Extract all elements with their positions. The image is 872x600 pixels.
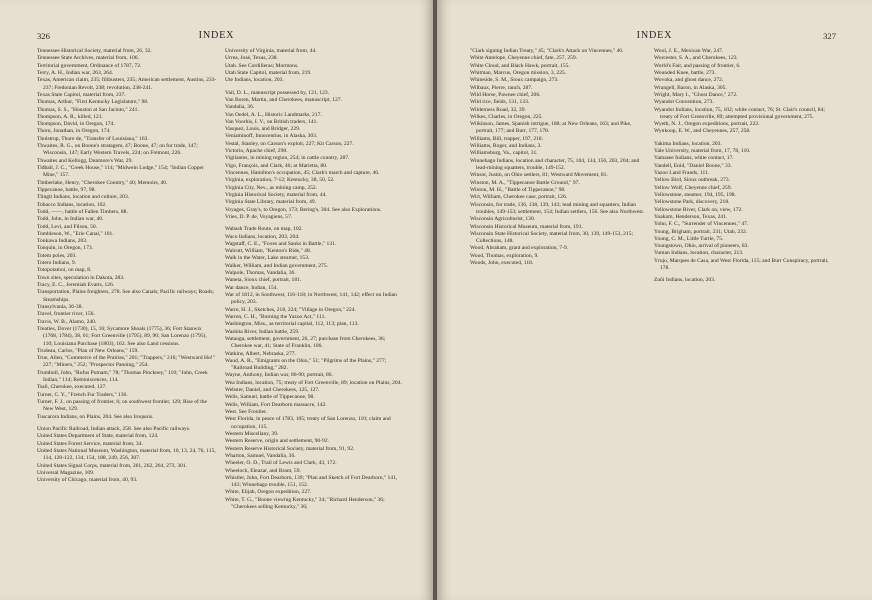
index-entry: Wisconsin Agriculturist, 130. [470,216,536,223]
index-entry: Tobacco Indians, location, 102. [37,201,107,208]
index-entry: Voyages, Gray's, to Oregon, 173; Bering's, 304. See also Explorations. [225,206,382,213]
index-entry: Yellowstone, steamer, 194, 195, 198. [654,191,736,198]
index-entry: Turner, F. J., on passing of frontier, 6; on southwest frontier, 129; Rise of the New West, 129. [37,399,208,413]
index-entry: University of Virginia, material from, 44. [225,48,317,54]
index-entry: Whitman, Marcus, Oregon mission, 3, 225. [470,69,567,76]
index-entry: Wilderness Road, 32, 39. [470,106,526,113]
index-entry: Territorial government, Ordinance of 1787, 72. [37,62,142,69]
index-entry: Walpole, Thomas, Vandalia, 36. [225,270,296,277]
index-entry: Trudeau, Carlos, "Plan of New Orleans," 159. [37,347,139,354]
index-column [225,48,405,511]
index-entry: Town sites, speculation in Dakota, 283. [37,274,125,281]
index-entry: Tippecanoe, battle, 97, 98. [37,186,96,193]
index-entry: Virginia, exploration, 7-12; Kentucky, 38, 50, 52. [225,177,335,184]
index-entry: White Cloud, and Black Hawk, portrait, 155. [470,62,570,69]
index-entry: Wirt, William, Cherokee case, portrait, 126. [470,194,568,201]
index-entry: Yakima Indians, location, 203. [654,140,722,147]
page-header [0,31,433,43]
index-entry: Wood, Thomas, exploration, 9. [470,252,539,259]
index-entry: Wea Indians, location, 75; treaty of Fort Greenville, 89; location on Plains, 204. [225,379,402,386]
index-entry: Winston, M. A., "Tippecanoe Battle Ground," 97. [470,179,580,186]
index-entry: Wrangell, Baron, in Alaska, 305. [654,84,727,91]
index-entry: West. See Frontier. [225,409,268,415]
index-entry: Tuscarora Indians, on Plains, 204. See also Iroquois. [37,413,154,420]
index-entry: Wild Horse, Pawnee chief, 206. [470,91,541,98]
index-entry: Universal Magazine, 109. [37,469,95,476]
index-entry: Webster, Daniel, and Cherokees, 125, 127. [225,387,320,394]
index-entry: Watauga, settlement, government, 26, 27; purchase from Cherokees, 36; Cherokee war, 41; State of Franklin, 106. [225,335,386,350]
index-entry: Treaties, Dover (1730), 15, 16; Sycamore Shoals (1775), 36; Fort Stanwix (1768, 1784), 38, 61; Fort Greenville (1795), 89, 90; San Lorenzo (1795), 110; Louisiana Purchase (1803), 162. See also Land cessions. [37,325,207,347]
index-entry: Vigilantes, in mining region, 254; in cattle country, 287. [225,155,350,162]
index-entry: Urrea, José, Texas, 238. [225,55,278,62]
index-entry: Vasquez, Louis, and Bridger, 229. [225,126,301,133]
index-entry: Winton, M. H., "Battle of Tippecanoe," 98. [470,186,566,193]
index-entry: World's Fair, and passing of frontier, 6. [654,62,741,69]
page-number: 326 [37,31,50,41]
index-entry: Trumbull, John, "Rufus Putnam," 78; "Thomas Pinckney," 110; "John, Creek Indian," 114; Reminiscences, 114. [37,369,208,384]
index-entry: Ute Indians, location, 203. [225,77,284,84]
index-entry: Todd, ——, battle of Fallen Timbers, 88. [37,208,128,215]
index-entry: Wilkes, Charles, in Oregon, 225. [470,113,543,120]
index-entry: Woods, John, executed, 118. [470,260,534,267]
index-entry: War of 1812, in Southwest, 116-118; in Northwest, 141, 142; effect on Indian policy, 203. [225,292,397,306]
index-entry: Winsor, Justin, on Ohio settlers, 81; Westward Movement, 81. [470,172,608,179]
index-entry: Yoakum, Henderson, Texas, 241. [654,213,728,220]
page-title: INDEX [636,30,673,41]
index-entry: Thwaites, R. G., on Boone's stratagem, 47; Boone, 47; on fur trade, 147; Wisconsin, 147; Early Western Travels, 224; on Frémont, 226. [37,143,198,157]
index-entry: Virginia State Library, material from, 49. [225,199,317,206]
index-entry: Western Reserve Historical Society, material from, 91, 92. [225,445,355,452]
index-entry: Western Reserve, origin and settlement, 90-92. [225,438,329,445]
index-entry: Wilkinson, James, Spanish intrigue, 108; at New Orleans, 163; and Pike, portrait, 177; and Burr, 177, 178. [470,121,632,135]
index-entry: West Florida, in peace of 1783, 105; treaty of San Lorenzo, 110; claim and occupation, 115. [225,416,391,430]
index-entry: Warre, H. J., Sketches, 218, 224; "Village in Oregon," 224. [225,306,356,313]
index-column [37,48,217,484]
page-header [437,31,872,43]
index-entry: Tlingit Indians, location and culture, 203. [37,194,130,201]
index-entry: Todd, Levi, and Filson, 50. [37,223,98,230]
index-entry: Tennessee State Archives, material from, 106. [37,55,139,62]
index-entry: Vigo, François, and Clark, 46; at Marietta, 80. [225,162,328,169]
index-entry: University of Chicago, material from, 40, 93. [37,477,138,484]
index-entry: Totopotamoi, on map, 8. [37,267,92,274]
index-entry: Transylvania, 36-38. [37,303,83,310]
index-entry: Tonquin, in Oregon, 173. [37,245,93,252]
index-entry: Youngstown, Ohio, arrival of pioneers, 83. [654,243,749,250]
index-entry: Van Buren, Martin, and Cherokees, manuscript, 127. [225,96,342,103]
index-entry: Tidball, J. C., "Creek House," 114; "Midwein Lodge," 154; "Indian Copper Mine," 157. [37,165,204,179]
index-entry: Wyandot Indians, location, 75, 102; white contact, 76; St. Clair's council, 84; treaty of Fort Greenville, 89; attempted provisional government, 275. [654,106,825,120]
index-entry: Thompson, David, in Oregon, 174. [37,121,115,128]
index-entry: Washita River, Indian battle, 259. [225,328,300,335]
index-entry: Union Pacific Railroad, Indian attack, 258. See also Pacific railways. [37,425,191,432]
index-entry: Worcester, S. A., and Cherokees, 123. [654,55,738,62]
index-entry: Washington, Miss., as territorial capital, 112, 113; plan, 113. [225,321,359,328]
index-entry: Wyeth, N. J., Oregon expeditions, portrait, 222. [654,121,760,128]
index-entry: Wells, Samuel, battle of Tippecanoe, 98. [225,394,315,401]
index-entry: Watkins, Albert, Nebraska, 277. [225,350,296,357]
index-entry: Thulstrup, Thure de, "Transfer of Louisiana," 163. [37,135,149,142]
index-entry: Yellowstone River, Clark on, view, 172. [654,206,743,213]
index-entry: Texas State Capitol, material from, 237. [37,91,126,98]
index-entry: Totero Indians, 9. [37,260,77,267]
index-column [470,48,646,267]
index-entry: Thompson, A. R., killed, 121. [37,113,103,120]
index-entry: Turner, C. Y., "French Fur Traders," 136. [37,391,128,398]
index-entry: Thwaites and Kellogg, Dunmore's War, 29. [37,157,133,164]
index-entry: Wheelock, Eleazar, and Brant, 59. [225,467,301,474]
index-entry: Wayne, Anthony, Indian war, 86-90; portrait, 86. [225,372,333,379]
index-entry: Wounded Knee, battle, 273. [654,69,716,76]
index-entry: Veniaminoff, Innocentius, in Alaska, 303. [225,133,318,140]
index-entry: Waneta, Sioux chief, portrait, 181. [225,277,302,284]
index-entry: Van Voorhis, I. V., on British traders, 141. [225,118,318,125]
index-entry: Walcutt, William, "Kenton's Ride," 48. [225,248,312,255]
index-entry: War dance, Indian, 154. [225,284,278,291]
index-entry: Vail, D. L., manuscript possessed by, 121, 123. [225,89,330,96]
index-entry: Wilbaux, Pierre, ranch, 287. [470,84,533,91]
index-entry: Wharton, Samuel, Vandalia, 36. [225,452,296,459]
index-entry: White, T. G., "Boone viewing Kentucky," 34; "Richard Henderson," 36; "Cherokees selling Kentucky," 36; [225,496,385,511]
index-entry: Utah State Capitol, material from, 219. [225,69,312,76]
index-entry: Wabash Trade Route, on map, 102. [225,226,303,233]
index-entry: Yellowstone Park, discovery, 218. [654,199,730,206]
index-entry: Winnebago Indians, location and character, 75, 104, 134, 156, 203, 204; and lead-mining squatters, trouble, 149-152. [470,157,640,171]
index-entry: Victorio, Apache chief, 298. [225,148,288,155]
index-entry: Yohn, F. C., "Surrender of Vincennes," 47. [654,221,749,228]
index-entry: United States National Museum, Washington, material from, 10, 13, 24, 76, 115, 114, 120-122, 134, 154, 188, 249, 256, 307. [37,447,216,462]
index-entry: Williamsburg, Va., capitol, 31. [470,150,538,157]
index-entry: Young, C. M., Little Turtle, 75. [654,235,724,242]
index-entry: Wright, Mary I., "Ghost Dance," 272. [654,91,738,98]
index-entry: Yrujo, Marques de Casa, and West Florida, 115; and Burr Conspiracy, portrait, 178. [654,257,829,272]
index-entry: Timberlake, Henry, "Cherokee Country," 40; Memoirs, 40. [37,179,168,186]
index-entry: "Clark signing Indian Treaty," 45; "Clark's Attack on Vincennes," 46. [470,48,624,54]
index-entry: Wells, William, Fort Dearborn massacre, 142. [225,401,327,408]
index-entry: Thorn, Jonathan, in Oregon, 174. [37,128,111,135]
index-entry: Wheeler, O. D., Trail of Lewis and Clark, 43, 172. [225,460,337,467]
index-entry: Wisconsin, fur trade, 136, 138, 139, 143; lead mining and squatters, Indian troubles, 149-153; settlement, 154; Indian settlers, 156. See also Northwest. [470,201,645,215]
index-entry: Williams, Bill, trapper, 197, 218. [470,135,544,142]
index-entry: Wisconsin Historical Museum, material from, 191. [470,223,583,230]
index-entry: Waud, A. R., "Emigrants on the Ohio," 51; "Pilgrims of the Plains," 277; "Railroad Building," 282. [225,357,387,372]
index-entry: Wild rice, fields, 131, 133. [470,99,530,106]
index-entry: Young, Brigham, portrait, 231; Utah, 232. [654,228,748,235]
page-number: 327 [823,31,836,41]
index-entry: Tennessee Historical Society, material from, 26, 32. [37,48,152,54]
index-entry: Yandell, Enid, "Daniel Boone," 33. [654,162,732,169]
index-entry: Williams, Roger, and Indians, 3. [470,143,542,150]
left-page [0,0,433,600]
index-entry: Whistler, John, Fort Dearborn, 139; "Plan and Sketch of Fort Dearborn," 141, 143; Winnebago trouble, 151, 152. [225,474,398,489]
index-entry: Zuñi Indians, location, 203. [654,277,716,284]
index-entry: Yazoo Land Frauds, 111. [654,170,710,176]
index-entry: Travel, frontier river, 156. [37,311,95,318]
index-entry: Tonkawa Indians, 203. [37,238,88,245]
index-entry: Wyandot Convention, 273. [654,99,714,106]
index-entry: Todd, John, in Indian war, 40. [37,216,104,223]
index-entry: White Antelope, Cheyenne chief, fate, 257, 259. [470,55,578,62]
index-entry: Totem poles, 203. [37,252,77,259]
index-entry: Waco Indians, location, 203, 204. [225,233,300,240]
index-entry: Thomas, Arthur, "First Kentucky Legislature," 98. [37,99,149,106]
index-entry: True, Allen, "Commerce of the Prairies," 201; "Trappers," 216; "Westward Ho!" 227; "Miners," 252; "Prospector Panning," 254. [37,355,215,369]
index-entry: Vincennes, Hamilton's occupation, 45; Clark's march and capture, 46. [225,170,380,176]
index-entry: Vandalia, 36. [225,104,255,111]
index-entry: Wynkoop, E. W., and Cheyennes, 257, 258. [654,128,751,135]
index-entry: Yuman Indians, location, character, 213. [654,250,744,257]
index-entry: Walker, William, and Indian government, 275. [225,262,328,269]
index-entry: Yamasee Indians, white contact, 17. [654,155,734,162]
index-entry: Utah. See Cordilleras; Mormons. [225,62,299,69]
index-entry: Western Miscellany, 39. [225,430,279,437]
index-entry: Wagstaff, C. E., "Foxes and Sauks in Battle," 131. [225,240,337,247]
index-entry: Texas, American claim, 235; filibusters, 235; American settlement, Austins, 233-237; Fredonian Revolt, 238; revolution, 238-241. [37,77,217,91]
index-entry: Walk in the Water, Lake steamer, 153. [225,255,310,262]
index-entry: United States Signal Corps, material from, 261, 262, 264, 273, 301. [37,462,187,469]
index-entry: Yellow Wolf, Cheyenne chief, 259. [654,184,732,191]
index-entry: Whiteside, S. M., Sioux campaign, 273. [470,77,559,84]
index-entry: Wool, J. E., Mexican War, 247. [654,48,724,54]
index-entry: Tombleson, W., "Erie Canal," 101. [37,230,114,237]
index-entry: Virginia City, Nev., as mining camp, 252. [225,184,318,191]
index-entry: Vestal, Stanley, on Carson's exploit, 227; Kit Carson, 227. [225,140,354,147]
index-entry: White, Elijah, Oregon expedition, 227. [225,489,312,496]
index-column [654,48,834,285]
page-title: INDEX [198,30,235,41]
index-entry: Van Oedel, A. L., Historic Landmarks, 217. [225,111,322,118]
index-entry: Warren, C. H., "Burning the Yazoo Act," 111. [225,313,326,320]
index-entry: Terry, A. H., Indian war, 263, 264. [37,69,114,76]
index-entry: Travis, W. B., Alamo, 240. [37,318,97,325]
index-entry: Wovoka, and ghost dance, 272. [654,77,724,84]
index-entry: Wisconsin State Historical Society, material from, 30, 139, 149-153, 215; Collections, 148. [470,230,634,245]
index-entry: Vries, D. P. de, Voyagiens, 57. [225,213,293,220]
index-entry: Tsali, Cherokee, executed, 127. [37,384,107,391]
index-entry: United States Department of State, material from, 124. [37,433,159,440]
index-entry: Tracy, E. C., Jeremiah Evarts, 126. [37,282,115,288]
index-entry: Thomas, S. S., "Houston at San Jacinto," 241. [37,106,139,113]
index-entry: Transportation, Plains freighters, 278. See also Canals; Pacific railways; Roads; Steamships. [37,289,214,303]
index-entry: Wood, Abraham, grant and exploration, 7-9. [470,245,568,252]
index-entry: Virginia Historical Society, material from, 44. [225,191,327,198]
right-page [437,0,872,600]
index-entry: Yellow Bird, Sioux outbreak, 273. [654,177,731,184]
index-entry: United States Forest Service, material from, 34. [37,440,143,447]
index-entry: Yale University, material from, 17, 78, 110. [654,148,751,155]
